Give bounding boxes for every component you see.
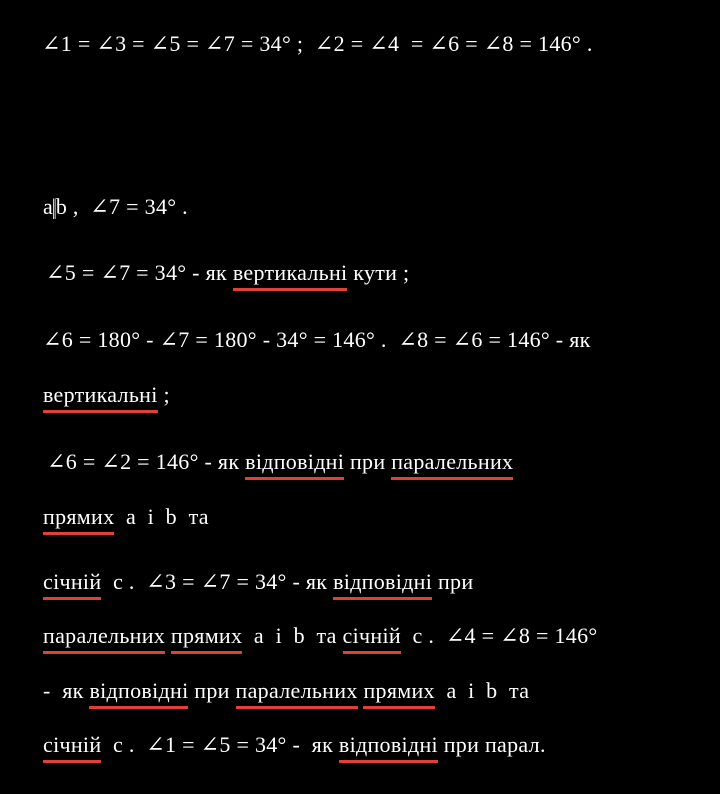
text-segment: - як (43, 678, 90, 703)
text-line (43, 571, 473, 593)
text-segment: кути ; (347, 260, 410, 285)
underlined-term: відповідні (333, 569, 432, 600)
text-line (43, 680, 529, 702)
text-line (42, 33, 593, 55)
text-segment: c . ∠3 = ∠7 = 34° - як (101, 569, 334, 594)
text-segment: ∠6 = 180° - ∠7 = 180° - 34° = 146° . ∠8 = ∠6 = 146° - як (43, 327, 591, 352)
text-segment: a і b та (114, 504, 209, 529)
underlined-term: паралельних (391, 449, 513, 480)
text-line (43, 734, 546, 756)
text-line (43, 506, 209, 528)
text-line (46, 262, 409, 284)
text-segment: при парал. (437, 732, 546, 757)
text-line (43, 625, 598, 647)
underlined-term: відповідні (339, 732, 438, 763)
text-line (43, 384, 170, 406)
underlined-term: паралельних (43, 623, 165, 654)
text-segment: b , ∠7 = 34° . (55, 194, 188, 219)
underlined-term: прямих (43, 504, 114, 535)
text-segment: c . ∠4 = ∠8 = 146° (400, 623, 598, 648)
underlined-term: січній (343, 623, 401, 654)
text-segment: a (43, 194, 54, 219)
text-segment: ∠1 = ∠3 = ∠5 = ∠7 = 34° ; ∠2 = ∠4 = ∠6 = ∠8 = 146° . (42, 31, 593, 56)
underlined-term: прямих (171, 623, 242, 654)
parallel-symbol: ‖ (52, 193, 57, 226)
text-line (43, 329, 591, 351)
underlined-term: відповідні (89, 678, 188, 709)
text-line (43, 195, 188, 225)
underlined-term: січній (43, 732, 101, 763)
underlined-term: паралельних (236, 678, 358, 709)
underlined-term: прямих (363, 678, 434, 709)
text-segment: c . ∠1 = ∠5 = 34° - як (101, 732, 339, 757)
text-segment: a і b та (242, 623, 343, 648)
underlined-term: січній (43, 569, 101, 600)
text-segment: ; (157, 382, 170, 407)
text-segment: a і b та (434, 678, 530, 703)
text-segment: при (432, 569, 474, 594)
text-segment: ∠5 = ∠7 = 34° - як (46, 260, 233, 285)
text-segment: ∠6 = ∠2 = 146° - як (47, 449, 246, 474)
underlined-term: вертикальні (43, 382, 158, 413)
underlined-term: відповідні (245, 449, 344, 480)
underlined-term: вертикальні (233, 260, 348, 291)
text-segment: при (188, 678, 236, 703)
text-line (47, 451, 513, 473)
text-segment: при (344, 449, 392, 474)
